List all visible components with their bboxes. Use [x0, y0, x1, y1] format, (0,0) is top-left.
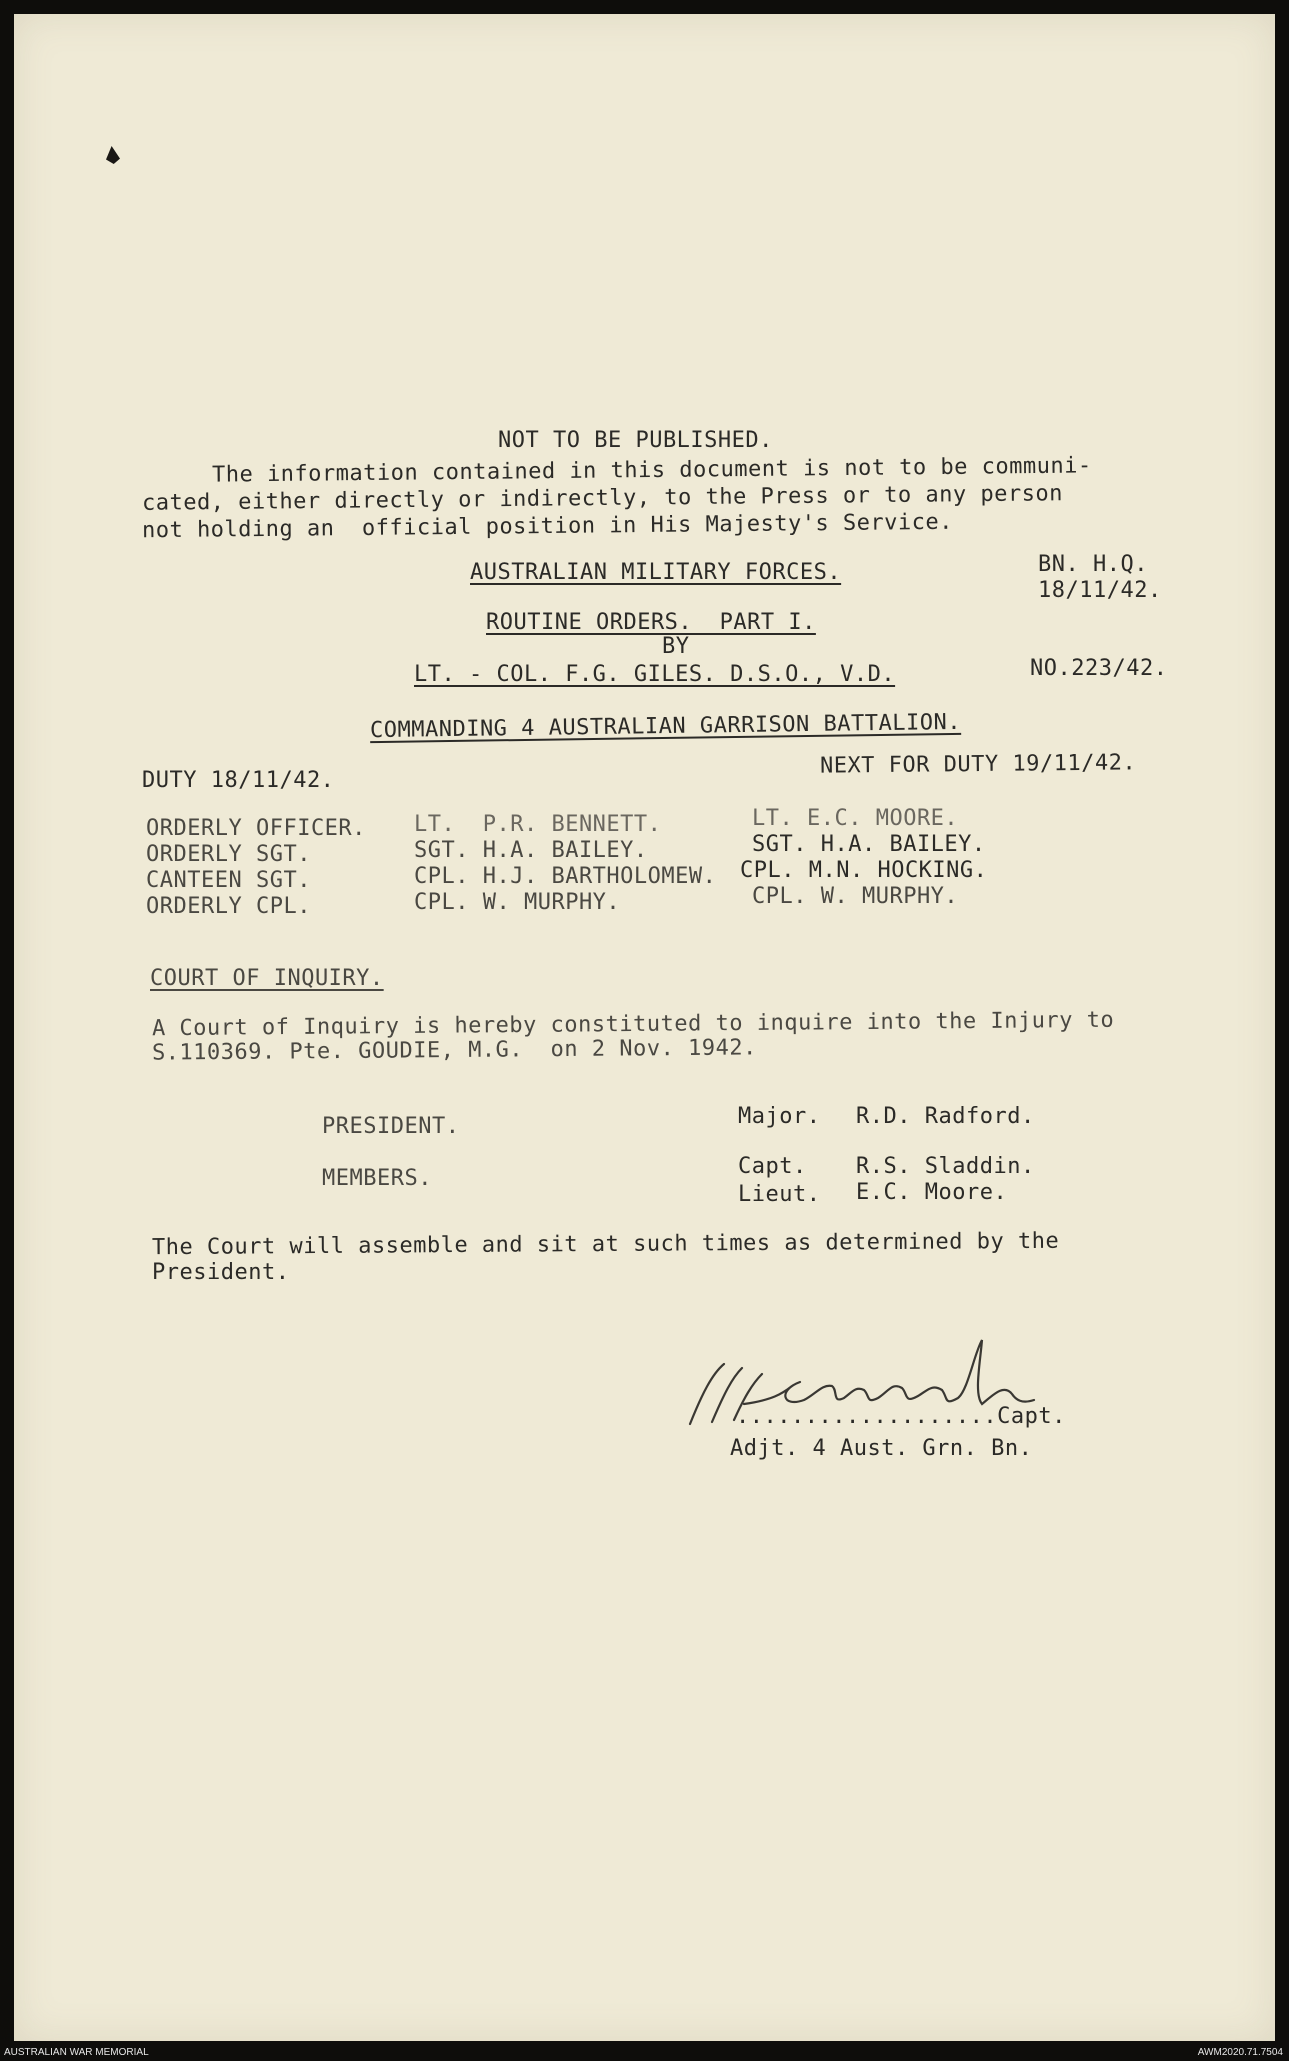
- next-duty-date: NEXT FOR DUTY 19/11/42.: [819, 750, 1137, 779]
- hq-label: BN. H.Q.: [1038, 552, 1148, 577]
- footer-left-text: AUSTRALIAN WAR MEMORIAL: [4, 2047, 149, 2058]
- member-name: E.C. Moore.: [856, 1180, 1008, 1205]
- duty-next: CPL. W. MURPHY.: [752, 884, 959, 909]
- president-rank: Major.: [738, 1104, 821, 1129]
- closing-line-1: The Court will assemble and sit at such times as determined by the: [151, 1228, 1060, 1261]
- signature-dots-rank: ...................Capt.: [736, 1404, 1066, 1429]
- commanding-heading: COMMANDING 4 AUSTRALIAN GARRISON BATTALION.: [369, 709, 962, 744]
- inquiry-text-line-1: A Court of Inquiry is hereby constituted to inquire into the Injury to: [151, 1007, 1115, 1042]
- duty-current: SGT. H.A. BAILEY.: [414, 838, 648, 863]
- president-name: R.D. Radford.: [856, 1104, 1035, 1129]
- footer-bar: [0, 2045, 1289, 2061]
- closing-line-2: President.: [152, 1260, 290, 1285]
- duty-next: LT. E.C. MOORE.: [752, 806, 959, 831]
- by-label: BY: [662, 634, 690, 659]
- duty-role: ORDERLY SGT.: [146, 842, 311, 867]
- duty-next: CPL. M.N. HOCKING.: [740, 858, 988, 883]
- order-number: NO.223/42.: [1030, 656, 1168, 681]
- duty-next: SGT. H.A. BAILEY.: [752, 832, 986, 857]
- duty-current: CPL. H.J. BARTHOLOMEW.: [414, 864, 717, 889]
- signature-title: Adjt. 4 Aust. Grn. Bn.: [730, 1436, 1033, 1461]
- inquiry-text-line-2: S.110369. Pte. GOUDIE, M.G. on 2 Nov. 1942.: [151, 1035, 757, 1066]
- duty-date: DUTY 18/11/42.: [142, 768, 335, 793]
- members-label: MEMBERS.: [322, 1166, 432, 1191]
- notice-line-2: cated, either directly or indirectly, to the Press or to any person: [141, 481, 1064, 516]
- duty-role: ORDERLY OFFICER.: [146, 816, 366, 841]
- punch-hole: [106, 146, 120, 164]
- commander-name: LT. - COL. F.G. GILES. D.S.O., V.D.: [414, 662, 896, 687]
- classification-heading: NOT TO BE PUBLISHED.: [498, 428, 773, 453]
- member-rank: Lieut.: [738, 1182, 821, 1207]
- notice-line-1: The information contained in this document is not to be communi-: [211, 453, 1092, 488]
- notice-line-3: not holding an official position in His Majesty's Service.: [141, 509, 954, 544]
- footer-right-text: AWM2020.71.7504: [1197, 2047, 1283, 2058]
- duty-current: LT. P.R. BENNETT.: [414, 812, 662, 837]
- member-rank: Capt.: [738, 1154, 807, 1179]
- document-page: [14, 14, 1275, 2041]
- member-name: R.S. Sladdin.: [856, 1154, 1035, 1179]
- duty-role: ORDERLY CPL.: [146, 894, 311, 919]
- inquiry-heading: COURT OF INQUIRY.: [150, 966, 384, 991]
- president-label: PRESIDENT.: [322, 1114, 460, 1139]
- duty-role: CANTEEN SGT.: [146, 868, 311, 893]
- forces-heading: AUSTRALIAN MILITARY FORCES.: [470, 560, 842, 585]
- orders-heading: ROUTINE ORDERS. PART I.: [486, 610, 816, 635]
- duty-current: CPL. W. MURPHY.: [414, 890, 621, 915]
- hq-date: 18/11/42.: [1038, 578, 1162, 603]
